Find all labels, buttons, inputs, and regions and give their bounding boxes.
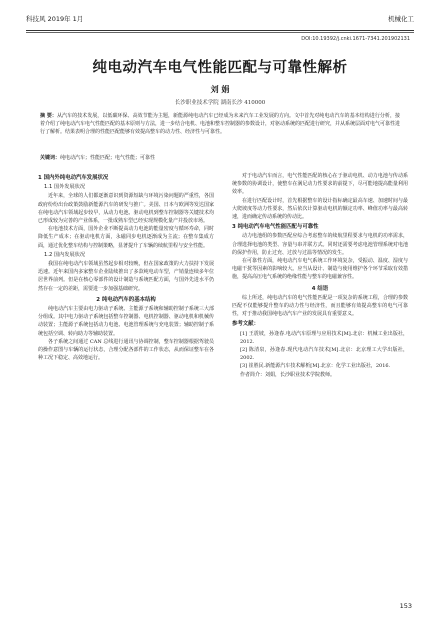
paragraph: 在进行匹配设计时，首先根据整车的设计指标确定最高车速、加速时间与最大爬坡度等动力性要求，然后依次计算驱动电机的额定功率、峰值功率与最高转速，进而确定传动系统的传动比。 (232, 197, 408, 221)
author: 刘 娟 (210, 84, 230, 94)
keywords-text: 纯电动汽车；性能匹配；电气性能；可靠性 (60, 155, 156, 161)
references (232, 320, 408, 378)
running-header (26, 12, 414, 26)
abstract-text: 从汽车的技术发展，以低碳环保、高效节能为主题，新能源纯电动汽车已经成为未来汽车工业发展的方向。文中首先对纯电动汽车的基本结构进行分析，接着介绍了纯电动汽车电气性能匹配的基本原则与方法，进一步结合电机、电池和整车控制器的参数设计，对驱动系统的匹配进行研究，并从系统层面对电气可靠性进行了解析。结果表明合理的性能匹配能够有效提高整车的动力性、经济性与可靠性。 (40, 113, 401, 135)
journal-issue: 科技风 2019年 1月 (26, 15, 84, 23)
left-column (38, 172, 214, 362)
paragraph: 我国在纯电动汽车领域虽然起步相对较晚，但在国家政策的大力扶持下发展迅速。近年来国内多家整车企业陆续推出了多款纯电动车型，产销量连续多年位居世界前列。但是在核心零部件的设计制造与系统匹配方面，与国外先进水平仍然存在一定的差距，需要进一步加强基础研究。 (38, 261, 214, 292)
page-number: 153 (399, 602, 412, 610)
keywords-label: 关键词： (40, 155, 61, 161)
subsection-heading: 1.2 国内发展状况 (44, 251, 86, 258)
paragraph: 对于电动汽车而言，电气性能匹配的核心在于驱动电机、动力电池与传动系统参数的协调设计，使整车在满足动力性要求的前提下，尽可能地提高能量利用效率。 (232, 173, 408, 196)
article-title: 纯电动汽车电气性能匹配与可靠性解析 (92, 59, 348, 76)
author-note: 作者简介：刘娟，长沙职业技术学院教师。 (240, 371, 336, 378)
right-column (232, 172, 408, 379)
paragraph: 纯电动汽车主要由电力驱动子系统、主能源子系统和辅助控制子系统三大部分组成。其中电力驱动子系统包括整车控制器、电机控制器、驱动电机和机械传动装置；主能源子系统包括动力电池、电池管理系统与充电装置；辅助控制子系统包括空调、转向助力等辅助装置。 (38, 306, 214, 337)
reference-item: [3] 崔胜民.新能源汽车技术解析[M].北京：化学工业出版社，2016. (240, 363, 391, 370)
paragraph: 综上所述，纯电动汽车的电气性能匹配是一项复杂的系统工程，合理的参数匹配不仅能够提升整车的动力性与经济性，而且能够有效提高整车的电气可靠性，对于推动我国纯电动汽车产业的发展具有重要意义。 (232, 294, 408, 318)
abstract-label: 摘 要： (40, 113, 57, 119)
section-heading: 1 国内外纯电动汽车发展状况 (38, 175, 109, 181)
paragraph: 近年来，全球的人们都逐渐意识到资源短缺与环境污染问题的严重性，各国政府纷纷出台政策鼓励新能源汽车的研发与推广。美国、日本与欧洲等发达国家在纯电动汽车领域起步较早，从动力电池、驱动电机到整车控制器等关键技术均已形成较为完善的产业体系，一批成熟车型已经实现规模化量产并投放市场。 (38, 193, 214, 225)
section-label: 机械化工 (388, 15, 414, 23)
abstract (40, 112, 400, 136)
paragraph: 动力电池组的参数匹配应综合考虑整车的续航里程要求与电机的功率需求，合理选择电池的类型、容量与串并联方式。同时还需要考虑电池管理系统对电池的保护作用，防止过充、过放与过温等情况的发生。 (232, 233, 408, 256)
section-heading: 3 纯电动汽车电气性能匹配与可靠性 (232, 224, 319, 231)
header-rule (26, 30, 414, 31)
doi: DOI:10.19392/j.cnki.1671-7341.201902131 (301, 36, 410, 42)
reference-item: [1] 王震坡，孙逢春.电动汽车原理与应用技术[M].北京：机械工业出版社，2012. (240, 330, 408, 345)
section-heading: 2 纯电动汽车的基本结构 (96, 296, 156, 303)
reference-item: [2] 陈清泉，孙逢春.现代电动汽车技术[M].北京：北京理工大学出版社，2002. (240, 347, 408, 362)
keywords (40, 154, 400, 161)
paragraph: 各子系统之间通过 CAN 总线进行通讯与协调控制，整车控制器根据驾驶员的操作意图与车辆的运行状态，合理分配各部件的工作状态，从而保证整车在各种工况下稳定、高效地运行。 (38, 338, 214, 362)
subsection-heading: 1.1 国外发展状况 (44, 184, 86, 191)
section-heading: 4 结语 (311, 285, 329, 292)
paragraph: 在电池技术方面，国外企业不断提高动力电池的能量密度与循环寿命，同时降低生产成本；在驱动电机方面，永磁同步电机逐渐成为主流；在整车集成方面，通过优化整车结构与控制策略，显著提升了车辆的续航里程与安全性能。 (38, 226, 214, 249)
affiliation: 长沙职业技术学院 湖南长沙 410000 (174, 100, 266, 106)
paragraph: 在可靠性方面，纯电动汽车电气系统工作环境复杂，受振动、温度、湿度与电磁干扰等因素的影响较大。应当从设计、制造与使用维护各个环节采取有效措施，提高高压电气系统的绝缘性能与整车的电磁兼容性。 (232, 258, 408, 281)
header-rule-thin (26, 32, 414, 33)
references-heading: 参考文献： (232, 321, 259, 328)
